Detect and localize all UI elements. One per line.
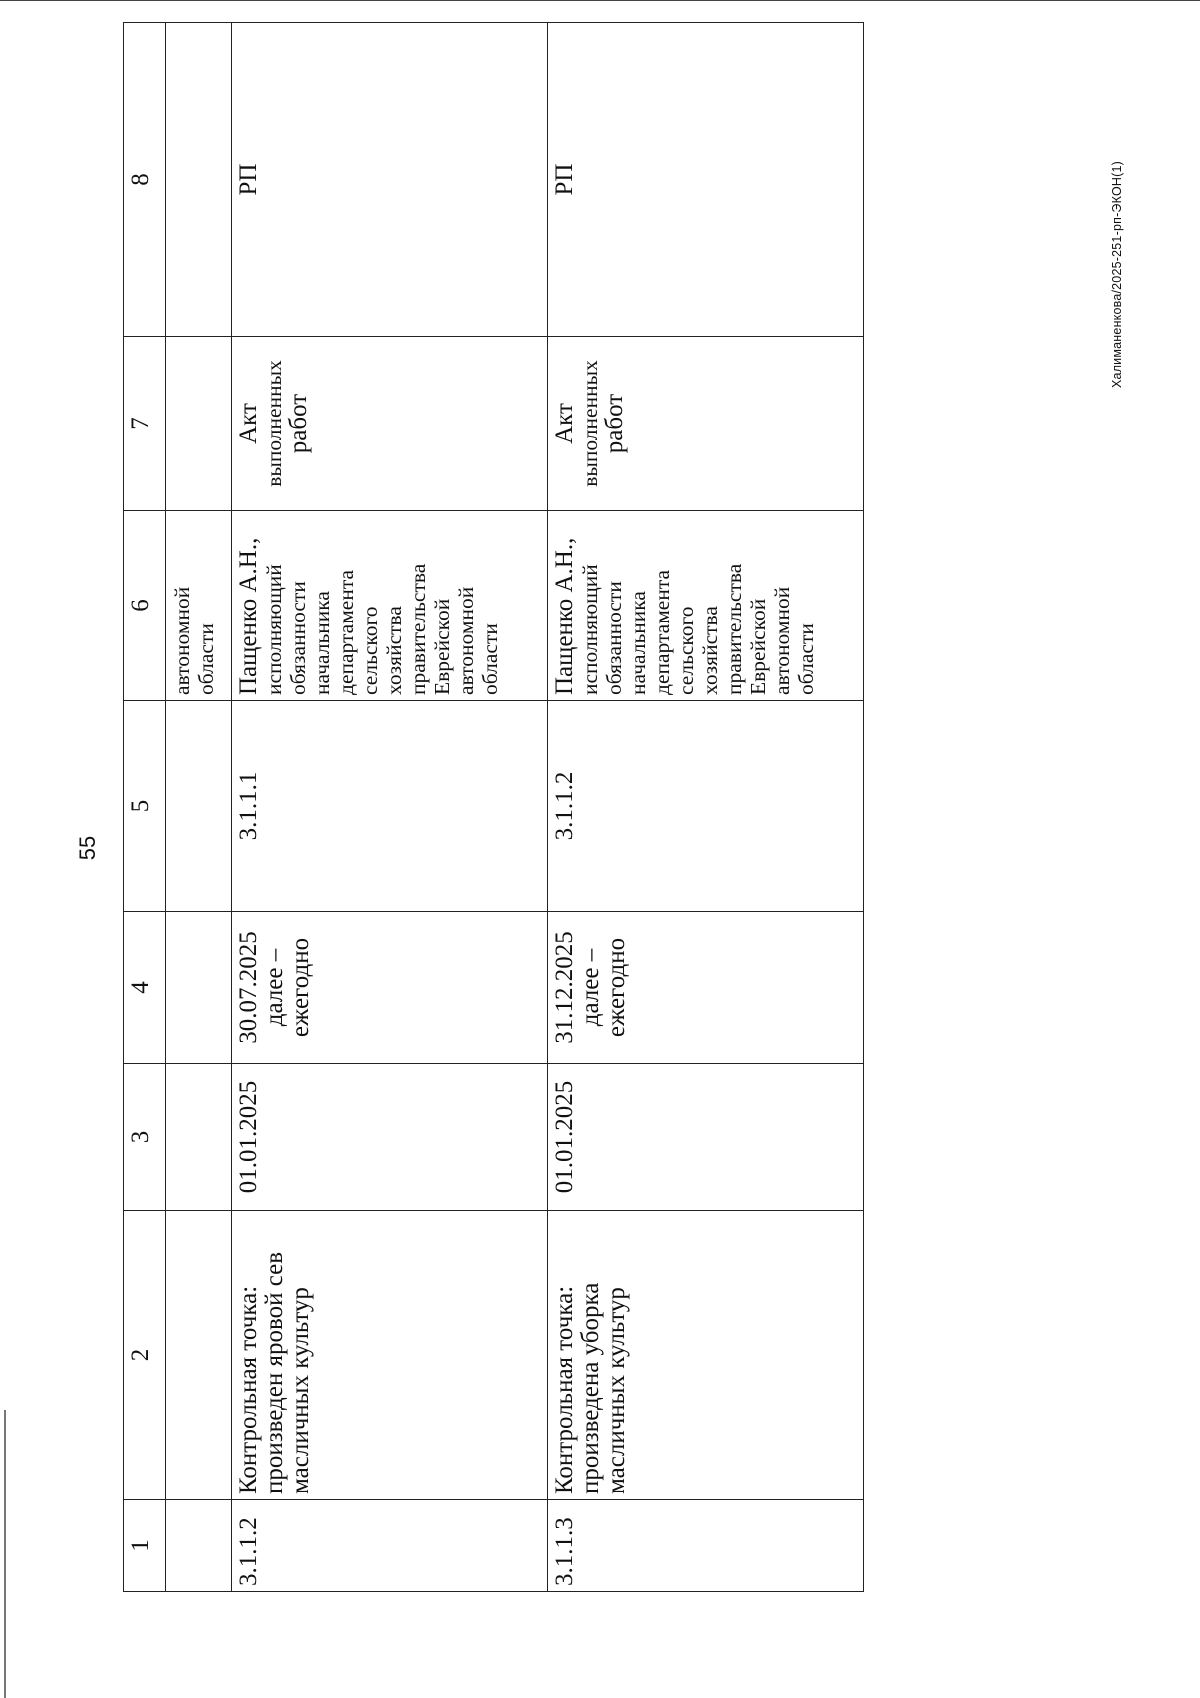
responsible-cell: Пащенко А.Н., исполняющий обязанности начальника департамента сельского хозяйства правительства Еврейской автономной области — [548, 511, 864, 701]
end-date: 30.07.2025 далее – ежегодно — [232, 912, 548, 1064]
footer-code: Халиманенкова/2025-251-рп-ЭКОН(1) — [1110, 161, 1124, 388]
header-cell: 5 — [124, 701, 166, 912]
document-cell: Акт выполненных работ — [232, 337, 548, 511]
info-system-cell: РП — [548, 23, 864, 337]
info-system-cell: РП — [232, 23, 548, 337]
responsible-cell: автономной области — [166, 511, 232, 701]
link-id: 3.1.1.2 — [548, 701, 864, 912]
control-points-table — [123, 22, 864, 1592]
header-cell: 1 — [124, 1500, 166, 1592]
header-cell: 2 — [124, 1211, 166, 1500]
header-cell: 6 — [124, 511, 166, 701]
table-row — [548, 23, 864, 1592]
header-cell: 7 — [124, 337, 166, 511]
end-date: 31.12.2025 далее – ежегодно — [548, 912, 864, 1064]
responsible-cell: Пащенко А.Н., исполняющий обязанности начальника департамента сельского хозяйства правительства Еврейской автономной области — [232, 511, 548, 701]
row-number: 3.1.1.3 — [548, 1500, 864, 1592]
control-point-name: Контрольная точка: произведен яровой сев масличных культур — [232, 1211, 548, 1500]
start-date: 01.01.2025 — [548, 1064, 864, 1211]
row-number: 3.1.1.2 — [232, 1500, 548, 1592]
header-cell: 8 — [124, 23, 166, 337]
table-row — [232, 23, 548, 1592]
header-row — [124, 23, 166, 1592]
header-cell: 4 — [124, 912, 166, 1064]
link-id: 3.1.1.1 — [232, 701, 548, 912]
start-date: 01.01.2025 — [232, 1064, 548, 1211]
continuation-row — [166, 23, 232, 1592]
header-cell: 3 — [124, 1064, 166, 1211]
document-cell: Акт выполненных работ — [548, 337, 864, 511]
control-point-name: Контрольная точка: произведена уборка масличных культур — [548, 1211, 864, 1500]
page-number: 55 — [75, 835, 100, 861]
